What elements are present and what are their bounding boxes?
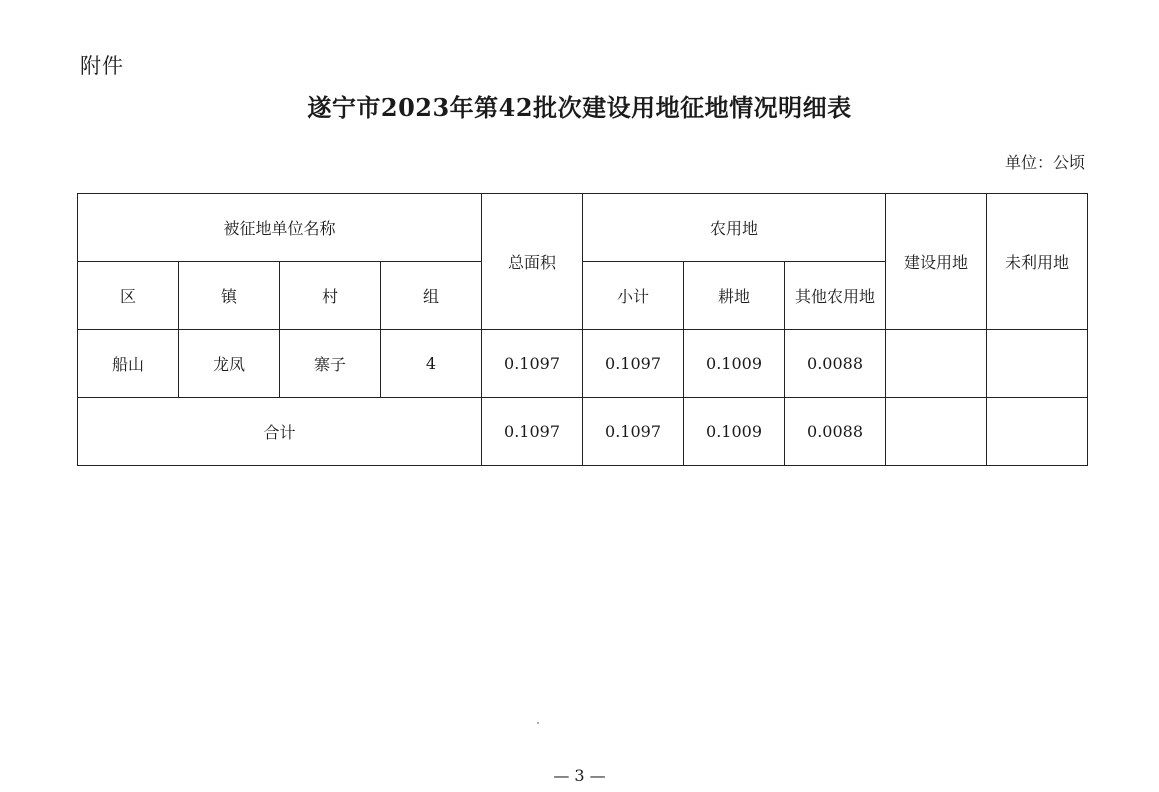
header-agricultural: 农用地 bbox=[583, 194, 886, 262]
cell-construction bbox=[886, 330, 987, 398]
total-other-agricultural: 0.0088 bbox=[785, 398, 886, 466]
page-title: 遂宁市2023年第42批次建设用地征地情况明细表 bbox=[307, 93, 852, 122]
total-cultivated: 0.1009 bbox=[684, 398, 785, 466]
header-district: 区 bbox=[78, 262, 179, 330]
table-row bbox=[78, 330, 1088, 398]
cell-town: 龙凤 bbox=[179, 330, 280, 398]
total-label: 合计 bbox=[78, 398, 482, 466]
scan-speck bbox=[537, 722, 539, 724]
page-number: — 3 — bbox=[553, 766, 606, 785]
header-village: 村 bbox=[280, 262, 381, 330]
total-total-area: 0.1097 bbox=[482, 398, 583, 466]
total-construction bbox=[886, 398, 987, 466]
cell-group: 4 bbox=[381, 330, 482, 398]
cell-district: 船山 bbox=[78, 330, 179, 398]
header-town: 镇 bbox=[179, 262, 280, 330]
header-unit-name: 被征地单位名称 bbox=[78, 194, 482, 262]
attachment-label: 附件 bbox=[80, 54, 124, 78]
header-construction: 建设用地 bbox=[886, 194, 987, 330]
cell-subtotal: 0.1097 bbox=[583, 330, 684, 398]
table-total-row bbox=[78, 398, 1088, 466]
header-cultivated: 耕地 bbox=[684, 262, 785, 330]
cell-other-agricultural: 0.0088 bbox=[785, 330, 886, 398]
cell-village: 寨子 bbox=[280, 330, 381, 398]
header-other-agricultural: 其他农用地 bbox=[785, 262, 886, 330]
header-group: 组 bbox=[381, 262, 482, 330]
cell-unused bbox=[987, 330, 1088, 398]
land-detail-table bbox=[77, 193, 1088, 466]
header-subtotal: 小计 bbox=[583, 262, 684, 330]
total-subtotal: 0.1097 bbox=[583, 398, 684, 466]
header-unused: 未利用地 bbox=[987, 194, 1088, 330]
total-unused bbox=[987, 398, 1088, 466]
header-total-area: 总面积 bbox=[482, 194, 583, 330]
unit-label: 单位：公顷 bbox=[1004, 153, 1085, 172]
cell-total-area: 0.1097 bbox=[482, 330, 583, 398]
cell-cultivated: 0.1009 bbox=[684, 330, 785, 398]
table-header-row-1 bbox=[78, 194, 1088, 262]
